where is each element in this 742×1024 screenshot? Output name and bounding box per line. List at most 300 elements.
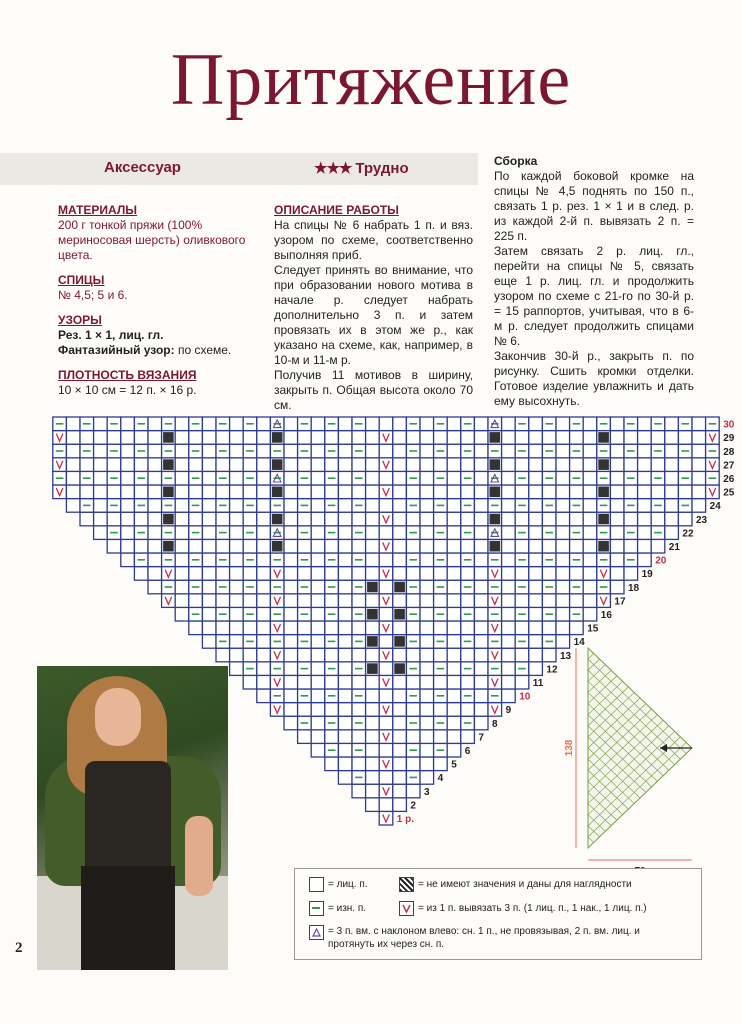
chart-cell [502,512,516,526]
chart-cell [529,580,543,594]
chart-cell [257,512,271,526]
chart-row-label: 16 [600,610,612,621]
chart-cell [610,526,624,540]
chart-cell [420,499,434,513]
chart-cell [420,621,434,635]
chart-row-label: 22 [682,528,694,540]
chart-cell [502,471,516,485]
chart-cell [325,512,339,526]
chart-cell [474,499,488,513]
chart-cell [447,485,461,499]
chart-cell [311,485,325,499]
chart-cell [474,635,488,649]
chart-cell [216,458,230,472]
chart-cell [216,621,230,635]
chart-cell [638,539,652,553]
chart-cell [502,689,516,703]
chart-cell [515,675,529,689]
chart-cell [148,471,162,485]
chart-cell [447,553,461,567]
chart-cell [379,499,393,513]
chart-cell [474,662,488,676]
chart-cell [66,499,80,513]
chart-cell [230,621,244,635]
chart-cell [284,539,298,553]
chart-cell [230,458,244,472]
chart-cell [311,730,325,744]
hatched-mark [394,609,405,620]
chart-cell [638,458,652,472]
chart-cell [502,553,516,567]
hatched-mark [490,514,501,525]
chart-cell [556,580,570,594]
chart-cell [284,567,298,581]
chart-cell [447,512,461,526]
chart-cell [338,499,352,513]
chart-cell [420,757,434,771]
chart-cell [651,485,665,499]
chart-cell [284,635,298,649]
chart-cell [638,485,652,499]
chart-cell [447,730,461,744]
hatched-mark [367,636,378,647]
photo-face [95,688,141,746]
hatched-mark [598,541,609,552]
chart-cell [352,512,366,526]
chart-row-label: 27 [723,460,735,472]
chart-cell [434,703,448,717]
chart-cell [434,431,448,445]
chart-cell [583,539,597,553]
chart-cell [665,417,679,431]
chart-cell [474,580,488,594]
chart-cell [678,512,692,526]
chart-cell [474,417,488,431]
chart-cell [393,539,407,553]
chart-cell [556,458,570,472]
chart-cell [107,539,121,553]
chart-cell [502,580,516,594]
chart-cell [447,675,461,689]
chart-cell [94,417,108,431]
chart-cell [393,512,407,526]
chart-cell [66,471,80,485]
chart-cell [651,539,665,553]
chart-cell [284,499,298,513]
chart-cell [583,471,597,485]
chart-cell [529,512,543,526]
chart-cell [610,431,624,445]
chart-cell [189,567,203,581]
chart-cell [556,431,570,445]
chart-cell [202,512,216,526]
chart-cell [298,648,312,662]
chart-cell [311,512,325,526]
chart-cell [257,580,271,594]
chart-cell [311,621,325,635]
hatched-mark [163,487,174,498]
chart-cell [148,485,162,499]
chart-cell [638,553,652,567]
chart-cell [257,458,271,472]
patterns-line1: Рез. 1 × 1, лиц. гл. [58,328,164,342]
chart-cell [610,444,624,458]
chart-cell [366,716,380,730]
chart-cell [148,499,162,513]
chart-cell [447,499,461,513]
chart-cell [502,648,516,662]
chart-cell [243,648,257,662]
chart-cell [284,662,298,676]
chart-cell [121,512,135,526]
chart-cell [352,730,366,744]
chart-row-label: 11 [532,678,544,689]
difficulty-stars: ★★★ [314,160,352,177]
chart-row-label: 18 [628,582,640,594]
chart-cell [420,471,434,485]
chart-cell [230,512,244,526]
chart-cell [202,458,216,472]
chart-cell [447,607,461,621]
chart-cell [94,444,108,458]
chart-cell [610,485,624,499]
chart-cell [243,485,257,499]
chart-cell [461,594,475,608]
chart-cell [338,553,352,567]
chart-cell [556,539,570,553]
chart-cell [502,662,516,676]
chart-cell [202,485,216,499]
chart-cell [474,689,488,703]
chart-cell [570,621,584,635]
chart-cell [515,648,529,662]
chart-cell [175,499,189,513]
chart-cell [420,444,434,458]
chart-cell [529,444,543,458]
chart-cell [352,458,366,472]
hatched-mark [272,459,283,470]
chart-cell [352,431,366,445]
chart-cell [338,675,352,689]
chart-cell [284,512,298,526]
chart-cell [230,594,244,608]
chart-cell [610,553,624,567]
chart-cell [216,648,230,662]
chart-cell [556,594,570,608]
chart-cell [257,417,271,431]
chart-cell [366,567,380,581]
chart-cell [474,485,488,499]
chart-cell [230,471,244,485]
chart-cell [338,635,352,649]
header-band [0,153,478,185]
legend-knit-text: = лиц. п. [328,879,368,890]
chart-cell [80,512,94,526]
chart-cell [447,621,461,635]
category-label: Аксессуар [104,159,181,176]
chart-cell [556,607,570,621]
chart-cell [434,512,448,526]
chart-cell [393,471,407,485]
chart-cell [461,512,475,526]
chart-cell [107,485,121,499]
chart-cell [175,526,189,540]
chart-cell [420,607,434,621]
chart-cell [624,539,638,553]
chart-cell [502,431,516,445]
page-title: Притяжение [170,39,572,121]
chart-cell [556,621,570,635]
chart-row-label: 21 [668,542,680,553]
chart-cell [107,431,121,445]
chart-cell [257,539,271,553]
chart-cell [352,757,366,771]
chart-cell [379,444,393,458]
chart-cell [202,580,216,594]
chart-cell [284,553,298,567]
chart-cell [692,485,706,499]
chart-cell [243,458,257,472]
chart-cell [311,689,325,703]
chart-cell [515,539,529,553]
chart-cell [284,471,298,485]
assembly-p2: Затем связать 2 р. лиц. гл., перейти на спицы № 5, связать еще 1 р. лиц. гл. и продолжить узором по схеме с 21-го по 30-й р. = 15 раппортов, учитывая, что в 6-м р. следует продолжить спицами № 6. [494,244,694,348]
chart-cell [311,417,325,431]
chart-cell [175,607,189,621]
chart-cell [175,567,189,581]
chart-cell [406,594,420,608]
chart-cell [243,567,257,581]
chart-cell [420,648,434,662]
chart-cell [66,444,80,458]
chart-cell [420,635,434,649]
chart-cell [420,512,434,526]
chart-cell [474,526,488,540]
patterns-line2 [58,343,253,358]
chart-cell [393,784,407,798]
chart-cell [610,539,624,553]
chart-cell [406,703,420,717]
chart-cell [434,621,448,635]
chart-cell [366,689,380,703]
chart-cell [257,499,271,513]
chart-cell [311,526,325,540]
chart-cell [325,757,339,771]
chart-cell [230,662,244,676]
chart-cell [651,512,665,526]
chart-cell [230,580,244,594]
chart-cell [583,580,597,594]
chart-cell [461,539,475,553]
chart-row-label: 19 [641,569,653,581]
chart-cell [447,743,461,757]
chart-cell [556,567,570,581]
chart-cell [325,648,339,662]
needles-text: № 4,5; 5 и 6. [58,288,128,302]
chart-cell [665,512,679,526]
chart-cell [393,444,407,458]
chart-cell [175,431,189,445]
chart-cell [474,648,488,662]
chart-cell [325,539,339,553]
chart-cell [257,444,271,458]
chart-cell [556,499,570,513]
chart-cell [393,594,407,608]
chart-cell [474,553,488,567]
hatched-mark [272,487,283,498]
chart-cell [542,539,556,553]
chart-cell [556,485,570,499]
chart-cell [434,458,448,472]
chart-cell [94,458,108,472]
chart-cell [175,553,189,567]
chart-cell [338,485,352,499]
chart-cell [230,526,244,540]
patterns-line2-rest: по схеме. [174,343,232,357]
chart-cell [474,594,488,608]
chart-cell [284,417,298,431]
chart-cell [529,607,543,621]
chart-cell [379,471,393,485]
chart-cell [216,485,230,499]
chart-cell [502,567,516,581]
chart-cell [583,499,597,513]
chart-cell [338,526,352,540]
chart-cell [366,621,380,635]
chart-cell [678,485,692,499]
chart-cell [583,431,597,445]
chart-cell [325,485,339,499]
chart-cell [420,417,434,431]
chart-cell [379,798,393,812]
chart-cell [610,580,624,594]
chart-cell [243,431,257,445]
chart-cell [474,539,488,553]
chart-cell [216,567,230,581]
chart-cell [311,703,325,717]
chart-cell [474,444,488,458]
chart-cell [434,539,448,553]
description-p2: Следует принять во внимание, что при образовании нового мотива в начале р. следует набрать дополнительно 3 п. и затем провязать их в этом же р., как указано на схеме, как, например, в 10-м и 11-м р. [274,263,473,367]
chart-cell [529,458,543,472]
chart-cell [202,417,216,431]
chart-cell [515,594,529,608]
hatched-mark [598,459,609,470]
chart-cell [393,458,407,472]
hatched-mark [272,514,283,525]
chart-cell [325,431,339,445]
chart-cell [502,458,516,472]
chart-cell [502,675,516,689]
hatched-mark [163,432,174,443]
chart-cell [366,594,380,608]
chart-cell [461,648,475,662]
chart-cell [474,675,488,689]
chart-cell [638,417,652,431]
chart-cell [298,675,312,689]
chart-cell [556,553,570,567]
chart-cell [338,662,352,676]
chart-cell [352,703,366,717]
chart-cell [474,458,488,472]
chart-cell [216,431,230,445]
chart-row-label: 24 [709,501,721,513]
chart-cell [447,716,461,730]
chart-row-label: 5 [451,759,457,771]
chart-cell [338,471,352,485]
chart-cell [583,417,597,431]
chart-cell [502,485,516,499]
chart-cell [257,621,271,635]
chart-cell [189,621,203,635]
legend-inc [399,901,647,916]
chart-cell [406,458,420,472]
chart-cell [202,526,216,540]
chart-cell [447,662,461,676]
chart-cell [692,499,706,513]
chart-cell [502,526,516,540]
chart-cell [366,703,380,717]
chart-cell [311,594,325,608]
chart-cell [379,771,393,785]
chart-cell [570,567,584,581]
chart-cell [529,526,543,540]
chart-cell [189,539,203,553]
chart-cell [393,553,407,567]
chart-cell [502,444,516,458]
chart-cell [230,553,244,567]
chart-cell [298,730,312,744]
chart-cell [583,594,597,608]
chart-cell [80,458,94,472]
legend-inc-text: = из 1 п. вывязать 3 п. (1 лиц. п., 1 нак., 1 лиц. п.) [418,903,647,914]
chart-cell [134,458,148,472]
chart-cell [243,621,257,635]
chart-cell [257,594,271,608]
chart-cell [311,580,325,594]
chart-row-label: 2 [410,800,416,812]
chart-cell [338,444,352,458]
chart-cell [134,485,148,499]
chart-cell [461,621,475,635]
chart-cell [257,635,271,649]
chart-cell [311,716,325,730]
chart-cell [420,431,434,445]
chart-cell [406,485,420,499]
chart-cell [420,675,434,689]
chart-cell [420,716,434,730]
chart-cell [692,417,706,431]
hatched-mark [367,663,378,674]
chart-cell [529,431,543,445]
chart-cell [257,567,271,581]
chart-cell [529,594,543,608]
chart-cell [393,675,407,689]
chart-cell [202,499,216,513]
decrease-symbol-icon [309,925,324,940]
chart-cell [583,567,597,581]
chart-cell [529,471,543,485]
chart-cell [665,431,679,445]
chart-row-label: 28 [723,446,735,458]
chart-cell [379,526,393,540]
chart-cell [338,512,352,526]
chart-cell [175,417,189,431]
chart-cell [434,594,448,608]
chart-cell [529,635,543,649]
chart-cell [257,662,271,676]
chart-cell [284,607,298,621]
